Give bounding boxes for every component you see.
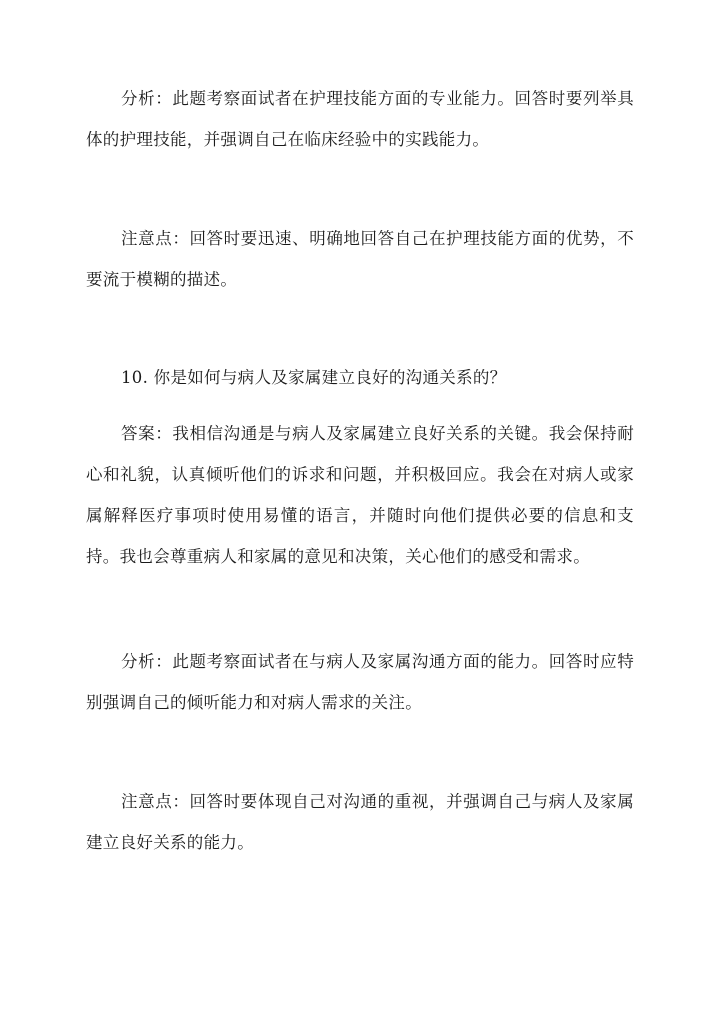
answer-paragraph: 答案：我相信沟通是与病人及家属建立良好关系的关键。我会保持耐心和礼貌，认真倾听他们的诉求和问题，并积极回应。我会在对病人或家属解释医疗事项时使用易懂的语言，并随时向他们提供必要的信息和支持。我也会尊重病人和家属的意见和决策，关心他们的感受和需求。	[86, 424, 634, 566]
analysis-paragraph: 分析：此题考察面试者在护理技能方面的专业能力。回答时要列举具体的护理技能，并强调自己在临床经验中的实践能力。	[86, 89, 634, 149]
note-paragraph: 注意点：回答时要迅速、明确地回答自己在护理技能方面的优势，不要流于模糊的描述。	[86, 229, 634, 289]
note-paragraph: 注意点：回答时要体现自己对沟通的重视，并强调自己与病人及家属建立良好关系的能力。	[86, 792, 634, 852]
question-heading: 10. 你是如何与病人及家属建立良好的沟通关系的？	[121, 368, 507, 387]
analysis-paragraph: 分析：此题考察面试者在与病人及家属沟通方面的能力。回答时应特别强调自己的倾听能力和对病人需求的关注。	[86, 652, 634, 712]
